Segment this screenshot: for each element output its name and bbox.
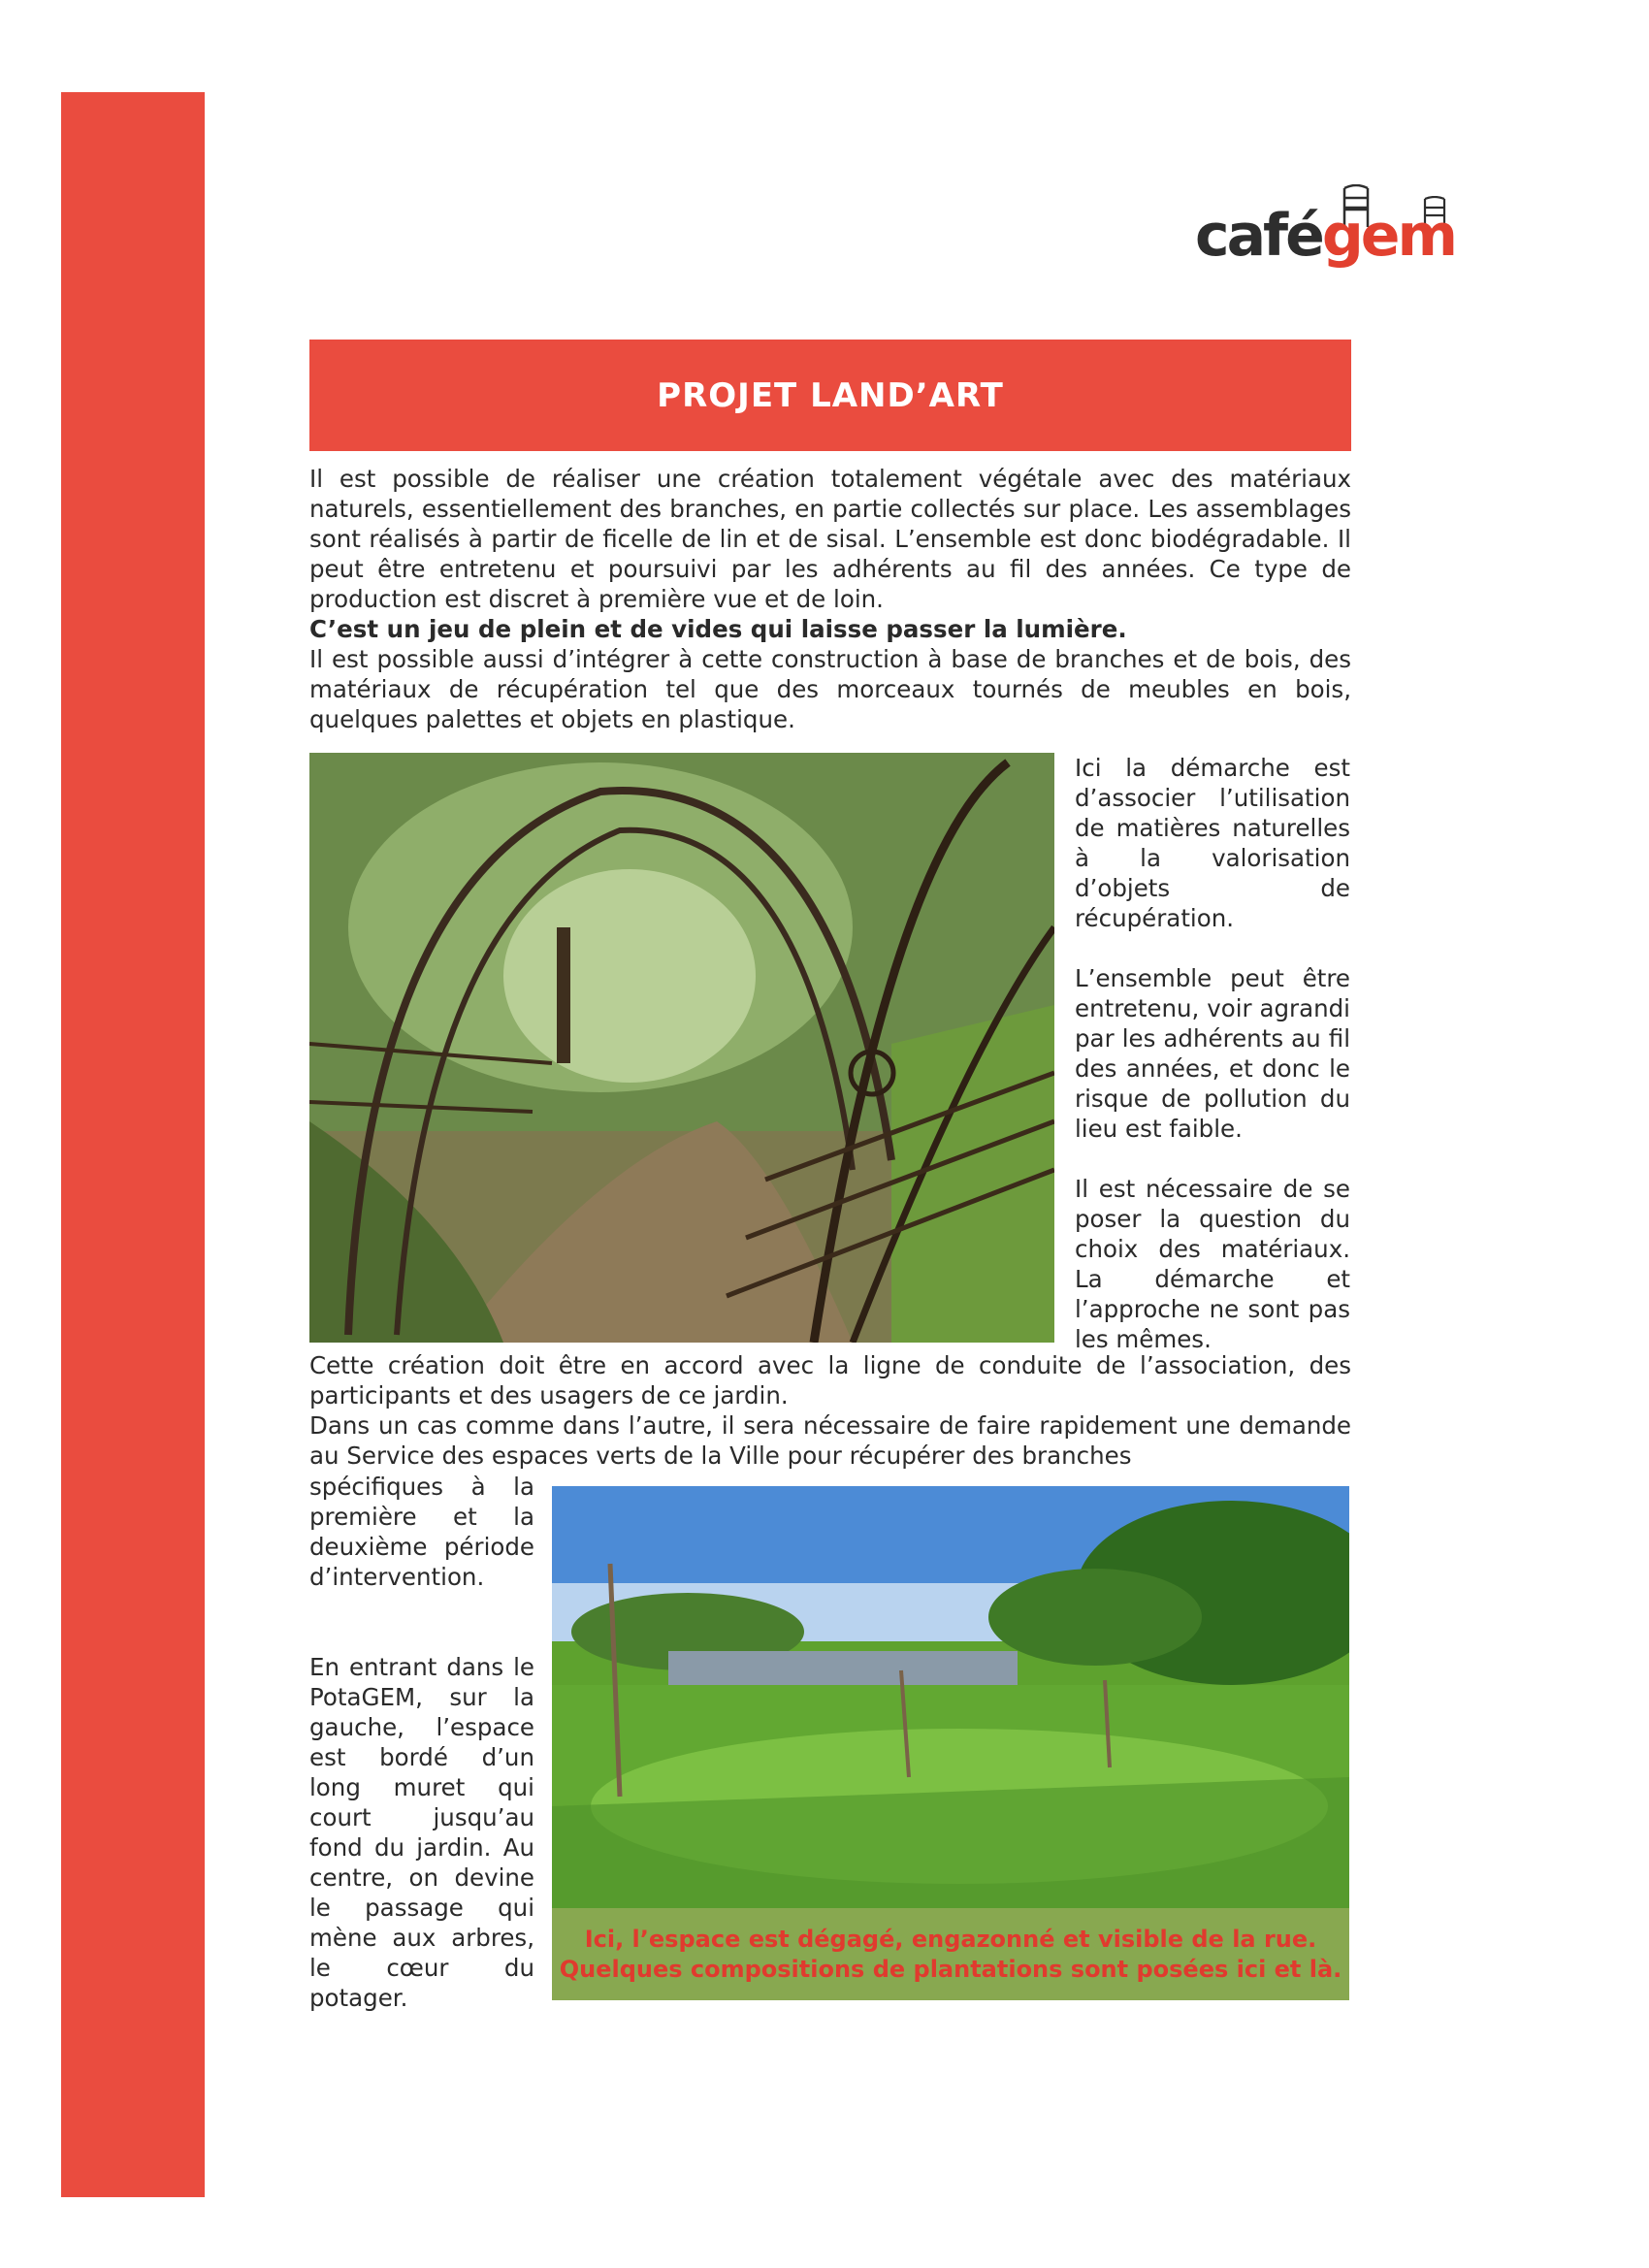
photo-caption-line-2: Quelques compositions de plantations sont posées ici et là.	[559, 1955, 1342, 1983]
page-title: PROJET LAND’ART	[657, 375, 1004, 415]
right-column-text	[1075, 753, 1350, 1354]
logo-word-gem: gem	[1321, 202, 1456, 270]
left-column-text	[309, 1472, 534, 2013]
logo-word-cafe: café	[1195, 202, 1322, 270]
intro-section	[309, 464, 1351, 734]
right-paragraph-3: Il est nécessaire de se poser la question du choix des matériaux. La démarche et l’approche ne sont pas les mêmes.	[1075, 1175, 1350, 1353]
middle-text	[309, 1350, 1351, 1471]
photo-caption-line-1: Ici, l’espace est dégagé, engazonné et visible de la rue.	[584, 1925, 1317, 1953]
intro-paragraph-2: Il est possible aussi d’intégrer à cette construction à base de branches et de bois, des matériaux de récupération tel que des morceaux tournés de meubles en bois, quelques palettes et objets en plastique.	[309, 645, 1351, 733]
land-art-tunnel-photo	[309, 753, 1054, 1343]
left-paragraph-1: spécifiques à la première et la deuxième période d’intervention.	[309, 1473, 534, 1591]
intro-paragraph-1: Il est possible de réaliser une création totalement végétale avec des matériaux naturels, essentiellement des branches, en partie collectés sur place. Les assemblages sont réalisés à partir de ficelle de lin et de sisal. L’ensemble est donc biodégradable. Il peut être entretenu et poursuivi par les adhérents au fil des années. Ce type de production est discret à première vue et de loin.	[309, 465, 1351, 613]
red-sidebar-bar	[61, 92, 205, 2197]
photo-caption	[552, 1908, 1349, 2000]
title-banner	[309, 340, 1351, 451]
middle-paragraph-2: Dans un cas comme dans l’autre, il sera nécessaire de faire rapidement une demande au Service des espaces verts de la Ville pour récupérer des branches	[309, 1411, 1351, 1470]
intro-highlight: C’est un jeu de plein et de vides qui laisse passer la lumière.	[309, 615, 1127, 643]
middle-paragraph-1: Cette création doit être en accord avec la ligne de conduite de l’association, des participants et des usagers de ce jardin.	[309, 1351, 1351, 1409]
cafegem-logo	[1195, 184, 1476, 276]
potagem-garden-photo	[552, 1486, 1349, 2000]
right-paragraph-2: L’ensemble peut être entretenu, voir agrandi par les adhérents au fil des années, et donc le risque de pollution du lieu est faible.	[1075, 964, 1350, 1143]
right-paragraph-1: Ici la démarche est d’associer l’utilisation de matières naturelles à la valorisation d’objets de récupération.	[1075, 754, 1350, 932]
left-paragraph-2: En entrant dans le PotaGEM, sur la gauche, l’espace est bordé d’un long muret qui court jusqu’au fond du jardin. Au centre, on devine le passage qui mène aux arbres, le cœur du potager.	[309, 1653, 534, 2012]
